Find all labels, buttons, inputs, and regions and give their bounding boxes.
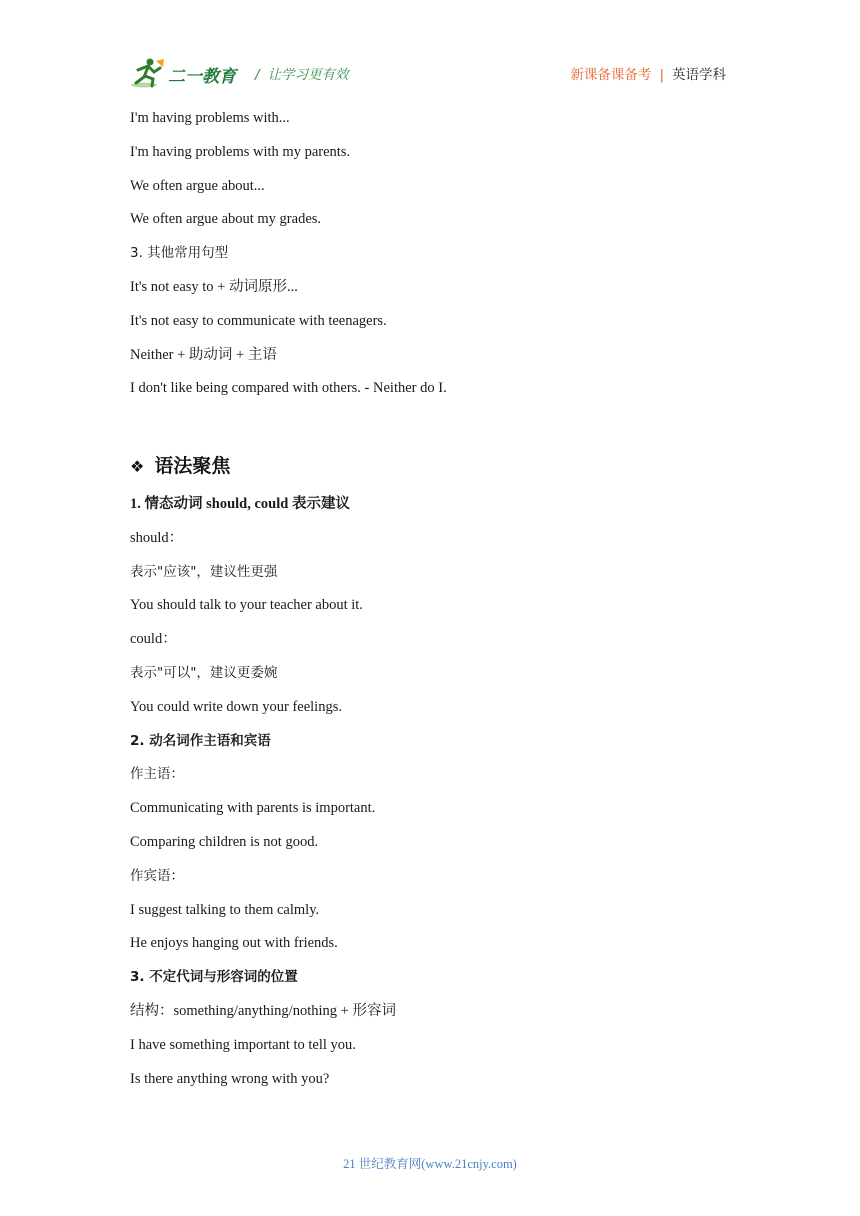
diamond-bullet-icon: ❖ <box>130 457 145 476</box>
section-title: 语法聚焦 <box>154 455 231 477</box>
subheading: 3. 其他常用句型 <box>130 245 229 262</box>
text-line: Neither + 助动词 + 主语 <box>130 346 277 363</box>
text-line: 作主语： <box>130 766 184 783</box>
text-line: I'm having problems with my parents. <box>130 143 351 160</box>
text-line: It's not easy to + 动词原形... <box>130 278 298 295</box>
text-line: 作宾语： <box>130 867 184 884</box>
text-line: Communicating with parents is important. <box>130 800 376 817</box>
text-line: You could write down your feelings. <box>130 698 342 715</box>
content-grammar <box>130 494 730 1102</box>
grammar-heading: 2. 动名词作主语和宾语 <box>130 732 271 749</box>
text-line: 结构：something/anything/nothing + 形容词 <box>130 1002 396 1019</box>
text-line: You should talk to your teacher about it. <box>130 597 363 614</box>
header-tag-course: 新课备课备考 <box>570 67 652 83</box>
logo-text: 二一教育 <box>168 67 236 87</box>
page-header <box>130 55 726 91</box>
text-line: 表示"应该"，建议性更强 <box>130 563 278 580</box>
slogan-text: 让学习更有效 <box>267 67 349 83</box>
header-separator: | <box>659 67 664 83</box>
text-line: I'm having problems with... <box>130 110 290 126</box>
grammar-heading: 1. 情态动词 should, could 表示建议 <box>130 496 350 512</box>
text-line: It's not easy to communicate with teenagers. <box>130 312 387 329</box>
text-line: 表示"可以"，建议更委婉 <box>130 664 278 681</box>
text-line: We often argue about... <box>130 177 265 194</box>
grammar-heading: 3. 不定代词与形容词的位置 <box>130 969 298 986</box>
header-right <box>570 63 726 83</box>
logo-icon <box>130 57 240 89</box>
text-line: I have something important to tell you. <box>130 1036 356 1053</box>
header-tag-subject: 英语学科 <box>672 67 726 83</box>
page-footer: 21 世纪教育网(www.21cnjy.com) <box>343 1157 517 1171</box>
text-line: Comparing children is not good. <box>130 833 319 850</box>
text-line: could： <box>130 631 177 648</box>
text-line: should： <box>130 529 184 546</box>
slogan: / 让学习更有效 <box>255 67 349 83</box>
section-heading <box>130 451 230 479</box>
text-line: He enjoys hanging out with friends. <box>130 935 338 952</box>
text-line: Is there anything wrong with you? <box>130 1070 330 1087</box>
content-top <box>130 108 730 412</box>
text-line: We often argue about my grades. <box>130 211 322 228</box>
text-line: I don't like being compared with others. - Neither do I. <box>130 380 447 397</box>
text-line: I suggest talking to them calmly. <box>130 901 320 918</box>
